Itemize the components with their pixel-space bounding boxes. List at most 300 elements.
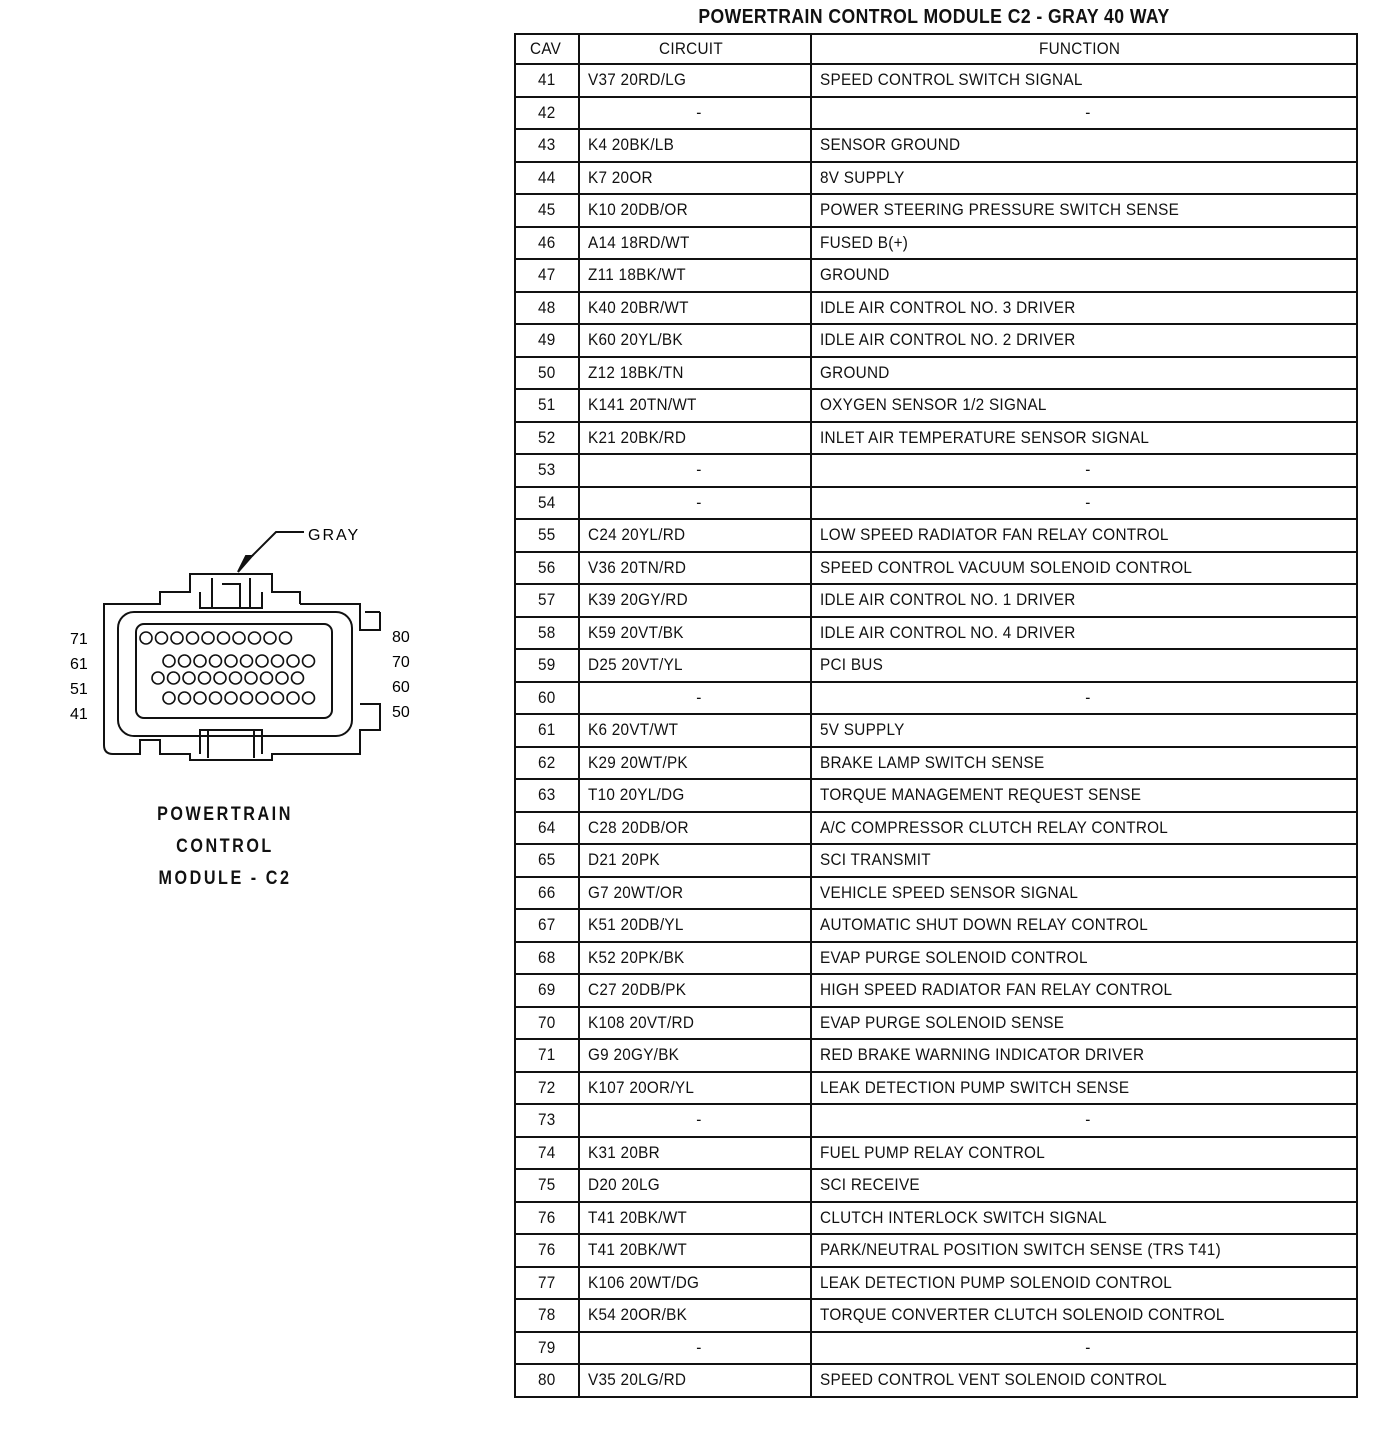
- pin-cavity: [303, 655, 315, 667]
- function-cell: [811, 389, 1357, 422]
- cav-cell: [515, 227, 579, 260]
- circuit-cell: [579, 682, 811, 715]
- pin-cavity: [287, 692, 299, 704]
- table-row: [515, 389, 1357, 422]
- circuit-cell: [579, 584, 811, 617]
- circuit-cell-text: Z12 18BK/TN: [588, 362, 684, 382]
- pin-cavity: [272, 692, 284, 704]
- function-cell-text: LOW SPEED RADIATOR FAN RELAY CONTROL: [820, 525, 1169, 545]
- circuit-cell-text: G7 20WT/OR: [588, 882, 684, 902]
- circuit-cell: [579, 1137, 811, 1170]
- table-row: [515, 1104, 1357, 1137]
- table-row: [515, 97, 1357, 130]
- cav-cell: [515, 552, 579, 585]
- circuit-cell: [579, 552, 811, 585]
- connector-caption-line-1: POWERTRAIN: [157, 804, 293, 825]
- circuit-cell: [579, 129, 811, 162]
- function-cell: [811, 64, 1357, 97]
- table-row: [515, 454, 1357, 487]
- pin-cavity: [179, 692, 191, 704]
- function-cell-text: LEAK DETECTION PUMP SWITCH SENSE: [820, 1077, 1130, 1097]
- circuit-cell: [579, 227, 811, 260]
- pin-cavity: [199, 672, 211, 684]
- function-cell-text: CLUTCH INTERLOCK SWITCH SIGNAL: [820, 1207, 1107, 1227]
- circuit-cell-text: K59 20VT/BK: [588, 622, 684, 642]
- pin-cavity: [272, 655, 284, 667]
- cav-cell: [515, 844, 579, 877]
- circuit-cell: [579, 877, 811, 910]
- pin-cavity: [256, 655, 268, 667]
- function-cell: [811, 1364, 1357, 1397]
- function-cell-text: RED BRAKE WARNING INDICATOR DRIVER: [820, 1045, 1145, 1065]
- cav-cell: [515, 877, 579, 910]
- cav-cell-text: 53: [538, 460, 556, 480]
- function-cell: [811, 877, 1357, 910]
- cav-cell-text: 76: [538, 1240, 556, 1260]
- cav-cell: [515, 324, 579, 357]
- cav-cell-text: 43: [538, 135, 556, 155]
- function-cell-text: SPEED CONTROL VENT SOLENOID CONTROL: [820, 1370, 1167, 1390]
- cav-cell-text: 72: [538, 1077, 556, 1097]
- circuit-cell-text: V35 20LG/RD: [588, 1370, 687, 1390]
- function-cell: [811, 1234, 1357, 1267]
- function-cell-text: FUEL PUMP RELAY CONTROL: [820, 1142, 1045, 1162]
- function-cell-text: PCI BUS: [820, 655, 884, 675]
- pinout-table: [514, 33, 1358, 1398]
- cav-cell-text: 52: [538, 427, 556, 447]
- table-row: [515, 1202, 1357, 1235]
- cav-cell: [515, 389, 579, 422]
- cav-cell-text: 41: [538, 70, 556, 90]
- function-cell-text: SCI RECEIVE: [820, 1175, 920, 1195]
- circuit-cell-text: K39 20GY/RD: [588, 590, 688, 610]
- function-cell: [811, 227, 1357, 260]
- table-row: [515, 617, 1357, 650]
- circuit-cell-text: K6 20VT/WT: [588, 720, 679, 740]
- function-cell: [811, 682, 1357, 715]
- table-row: [515, 1267, 1357, 1300]
- function-cell-text: SENSOR GROUND: [820, 135, 961, 155]
- circuit-cell: [579, 844, 811, 877]
- circuit-cell-text: -: [696, 687, 702, 707]
- cav-cell: [515, 64, 579, 97]
- cav-cell: [515, 259, 579, 292]
- circuit-cell-text: K108 20VT/RD: [588, 1012, 695, 1032]
- cav-cell: [515, 1007, 579, 1040]
- table-row: [515, 487, 1357, 520]
- function-cell-text: -: [1085, 687, 1091, 707]
- table-row: [515, 422, 1357, 455]
- function-cell-text: HIGH SPEED RADIATOR FAN RELAY CONTROL: [820, 980, 1173, 1000]
- circuit-cell-text: C28 20DB/OR: [588, 817, 689, 837]
- function-cell-text: 5V SUPPLY: [820, 720, 905, 740]
- cav-cell-text: 67: [538, 915, 556, 935]
- cav-cell-text: 45: [538, 200, 556, 220]
- function-cell: [811, 747, 1357, 780]
- function-cell-text: IDLE AIR CONTROL NO. 4 DRIVER: [820, 622, 1076, 642]
- cav-cell-text: 44: [538, 167, 556, 187]
- table-row: [515, 64, 1357, 97]
- function-cell-text: OXYGEN SENSOR 1/2 SIGNAL: [820, 395, 1047, 415]
- function-cell: [811, 1039, 1357, 1072]
- header-cav: [515, 34, 579, 64]
- cav-cell-text: 79: [538, 1337, 556, 1357]
- table-row: [515, 747, 1357, 780]
- circuit-cell-text: K31 20BR: [588, 1142, 660, 1162]
- cav-cell-text: 48: [538, 297, 556, 317]
- table-row: [515, 1169, 1357, 1202]
- cav-cell-text: 46: [538, 232, 556, 252]
- table-row: [515, 1007, 1357, 1040]
- cav-cell-text: 78: [538, 1305, 556, 1325]
- function-cell: [811, 844, 1357, 877]
- cav-cell: [515, 422, 579, 455]
- pin-cavity: [225, 692, 237, 704]
- circuit-cell-text: K141 20TN/WT: [588, 395, 697, 415]
- table-title: POWERTRAIN CONTROL MODULE C2 - GRAY 40 WAY: [698, 6, 1170, 28]
- circuit-cell-text: K7 20OR: [588, 167, 653, 187]
- function-cell: [811, 1267, 1357, 1300]
- cav-cell-text: 56: [538, 557, 556, 577]
- circuit-cell-text: K54 20OR/BK: [588, 1305, 688, 1325]
- pin-cavity: [168, 672, 180, 684]
- circuit-cell-text: -: [696, 460, 702, 480]
- circuit-cell: [579, 1039, 811, 1072]
- function-cell: [811, 129, 1357, 162]
- pin-cavity: [194, 692, 206, 704]
- circuit-cell: [579, 812, 811, 845]
- table-row: [515, 357, 1357, 390]
- table-row: [515, 227, 1357, 260]
- circuit-cell-text: K21 20BK/RD: [588, 427, 687, 447]
- circuit-cell-text: K107 20OR/YL: [588, 1077, 695, 1097]
- cav-cell-text: 74: [538, 1142, 556, 1162]
- pin-cavity: [218, 632, 230, 644]
- circuit-cell-text: -: [696, 102, 702, 122]
- pin-cavity: [241, 655, 253, 667]
- circuit-cell-text: V36 20TN/RD: [588, 557, 687, 577]
- pin-cavity: [202, 632, 214, 644]
- function-cell-text: SPEED CONTROL VACUUM SOLENOID CONTROL: [820, 557, 1193, 577]
- cav-cell-text: 54: [538, 492, 556, 512]
- table-row: [515, 324, 1357, 357]
- cav-cell: [515, 1299, 579, 1332]
- table-row: [515, 974, 1357, 1007]
- function-cell: [811, 974, 1357, 1007]
- pin-cavity: [276, 672, 288, 684]
- cav-cell-text: 50: [538, 362, 556, 382]
- table-row: [515, 779, 1357, 812]
- function-cell-text: BRAKE LAMP SWITCH SENSE: [820, 752, 1045, 772]
- circuit-cell: [579, 357, 811, 390]
- pin-label-41: 41: [70, 706, 88, 723]
- pin-label-71: 71: [70, 631, 88, 648]
- pin-cavity: [179, 655, 191, 667]
- pin-cavity: [256, 692, 268, 704]
- cav-cell-text: 57: [538, 590, 556, 610]
- function-cell-text: LEAK DETECTION PUMP SOLENOID CONTROL: [820, 1272, 1173, 1292]
- function-cell: [811, 487, 1357, 520]
- cav-cell: [515, 1072, 579, 1105]
- cav-cell-text: 61: [538, 720, 556, 740]
- function-cell-text: AUTOMATIC SHUT DOWN RELAY CONTROL: [820, 915, 1148, 935]
- right-pin-labels: [392, 629, 410, 721]
- circuit-cell: [579, 324, 811, 357]
- table-row: [515, 844, 1357, 877]
- function-cell-text: TORQUE MANAGEMENT REQUEST SENSE: [820, 785, 1142, 805]
- function-cell-text: EVAP PURGE SOLENOID CONTROL: [820, 947, 1088, 967]
- function-cell: [811, 259, 1357, 292]
- circuit-cell: [579, 747, 811, 780]
- cav-cell-text: 76: [538, 1207, 556, 1227]
- circuit-cell-text: K4 20BK/LB: [588, 135, 675, 155]
- function-cell: [811, 292, 1357, 325]
- pin-cavity: [249, 632, 261, 644]
- cav-cell: [515, 714, 579, 747]
- connector-housing-outline: [104, 604, 150, 754]
- circuit-cell: [579, 519, 811, 552]
- cav-cell: [515, 519, 579, 552]
- cav-cell: [515, 162, 579, 195]
- circuit-cell: [579, 422, 811, 455]
- function-cell: [811, 97, 1357, 130]
- table-row: [515, 1072, 1357, 1105]
- cav-cell: [515, 129, 579, 162]
- circuit-cell-text: D21 20PK: [588, 850, 660, 870]
- connector-caption-line-2: CONTROL: [176, 836, 274, 857]
- table-row: [515, 909, 1357, 942]
- circuit-cell: [579, 1104, 811, 1137]
- circuit-cell-text: K40 20BR/WT: [588, 297, 689, 317]
- pin-label-50: 50: [392, 704, 410, 721]
- pin-label-80: 80: [392, 629, 410, 646]
- cav-cell: [515, 1364, 579, 1397]
- pin-label-51: 51: [70, 681, 88, 698]
- function-cell: [811, 812, 1357, 845]
- circuit-cell: [579, 779, 811, 812]
- function-cell-text: -: [1085, 1110, 1091, 1130]
- function-cell-text: TORQUE CONVERTER CLUTCH SOLENOID CONTROL: [820, 1305, 1225, 1325]
- pin-cavity: [210, 655, 222, 667]
- table-row: [515, 682, 1357, 715]
- header-function-text: FUNCTION: [1038, 39, 1121, 58]
- function-cell: [811, 324, 1357, 357]
- function-cell: [811, 779, 1357, 812]
- cav-cell: [515, 942, 579, 975]
- circuit-cell-text: G9 20GY/BK: [588, 1045, 680, 1065]
- cav-cell-text: 59: [538, 655, 556, 675]
- cav-cell: [515, 682, 579, 715]
- function-cell: [811, 194, 1357, 227]
- bottom-latch: [150, 740, 310, 760]
- cav-cell-text: 77: [538, 1272, 556, 1292]
- circuit-cell: [579, 1202, 811, 1235]
- function-cell-text: GROUND: [820, 362, 890, 382]
- function-cell: [811, 1202, 1357, 1235]
- cav-cell: [515, 812, 579, 845]
- pin-cavity: [230, 672, 242, 684]
- cav-cell-text: 75: [538, 1175, 556, 1195]
- circuit-cell: [579, 1267, 811, 1300]
- cav-cell-text: 47: [538, 265, 556, 285]
- cav-cell: [515, 97, 579, 130]
- function-cell: [811, 552, 1357, 585]
- function-cell: [811, 584, 1357, 617]
- circuit-cell: [579, 454, 811, 487]
- function-cell: [811, 714, 1357, 747]
- circuit-cell-text: K106 20WT/DG: [588, 1272, 700, 1292]
- circuit-cell: [579, 259, 811, 292]
- pin-cavity: [245, 672, 257, 684]
- table-row: [515, 649, 1357, 682]
- circuit-cell: [579, 194, 811, 227]
- pin-cavity: [287, 655, 299, 667]
- circuit-cell-text: C24 20YL/RD: [588, 525, 686, 545]
- pin-cavity: [163, 692, 175, 704]
- table-row: [515, 812, 1357, 845]
- function-cell-text: IDLE AIR CONTROL NO. 1 DRIVER: [820, 590, 1076, 610]
- function-cell-text: EVAP PURGE SOLENOID SENSE: [820, 1012, 1065, 1032]
- table-row: [515, 552, 1357, 585]
- top-latch: [150, 574, 300, 604]
- header-circuit: [579, 34, 811, 64]
- pin-label-70: 70: [392, 654, 410, 671]
- cav-cell: [515, 909, 579, 942]
- pin-cavity: [261, 672, 273, 684]
- table-row: [515, 162, 1357, 195]
- circuit-cell: [579, 64, 811, 97]
- circuit-cell: [579, 909, 811, 942]
- cav-cell: [515, 1202, 579, 1235]
- function-cell-text: FUSED B(+): [820, 232, 909, 252]
- cav-cell: [515, 357, 579, 390]
- pin-cavity: [194, 655, 206, 667]
- circuit-cell-text: K51 20DB/YL: [588, 915, 684, 935]
- cav-cell: [515, 747, 579, 780]
- cav-cell: [515, 1137, 579, 1170]
- header-circuit-text: CIRCUIT: [659, 39, 724, 58]
- circuit-cell: [579, 292, 811, 325]
- circuit-cell: [579, 617, 811, 650]
- header-function: [811, 34, 1357, 64]
- cav-cell-text: 64: [538, 817, 556, 837]
- gray-pointer-arrow: [238, 532, 304, 572]
- circuit-cell-text: -: [696, 1337, 702, 1357]
- circuit-cell: [579, 714, 811, 747]
- circuit-cell-text: T41 20BK/WT: [588, 1240, 688, 1260]
- pin-label-61: 61: [70, 656, 88, 673]
- cav-cell-text: 73: [538, 1110, 556, 1130]
- circuit-cell: [579, 942, 811, 975]
- circuit-cell-text: C27 20DB/PK: [588, 980, 687, 1000]
- pin-cavity: [292, 672, 304, 684]
- connector-diagram: [0, 0, 480, 800]
- circuit-cell: [579, 1299, 811, 1332]
- cav-cell: [515, 1234, 579, 1267]
- table-row: [515, 1137, 1357, 1170]
- cav-cell-text: 60: [538, 687, 556, 707]
- pin-cavity: [140, 632, 152, 644]
- circuit-cell-text: D25 20VT/YL: [588, 655, 683, 675]
- function-cell-text: IDLE AIR CONTROL NO. 2 DRIVER: [820, 330, 1076, 350]
- function-cell-text: VEHICLE SPEED SENSOR SIGNAL: [820, 882, 1079, 902]
- function-cell: [811, 519, 1357, 552]
- table-row: [515, 1299, 1357, 1332]
- function-cell: [811, 617, 1357, 650]
- cav-cell-text: 63: [538, 785, 556, 805]
- table-row: [515, 1332, 1357, 1365]
- cav-cell: [515, 779, 579, 812]
- function-cell-text: -: [1085, 102, 1091, 122]
- cav-cell-text: 62: [538, 752, 556, 772]
- pin-cavity: [152, 672, 164, 684]
- pin-cavity: [303, 692, 315, 704]
- circuit-cell: [579, 97, 811, 130]
- function-cell: [811, 942, 1357, 975]
- function-cell: [811, 1169, 1357, 1202]
- pin-cavity: [156, 632, 168, 644]
- circuit-cell-text: -: [696, 1110, 702, 1130]
- table-row: [515, 1234, 1357, 1267]
- function-cell-text: GROUND: [820, 265, 890, 285]
- left-pin-labels: [70, 631, 88, 723]
- pin-cavity: [210, 692, 222, 704]
- function-cell: [811, 909, 1357, 942]
- circuit-cell-text: T10 20YL/DG: [588, 785, 685, 805]
- cav-cell-text: 58: [538, 622, 556, 642]
- circuit-cell: [579, 1234, 811, 1267]
- pin-cavity: [187, 632, 199, 644]
- pin-cavity: [214, 672, 226, 684]
- circuit-cell-text: K60 20YL/BK: [588, 330, 683, 350]
- table-row: [515, 129, 1357, 162]
- function-cell: [811, 649, 1357, 682]
- table-header-row: [515, 34, 1357, 64]
- pin-cavity: [280, 632, 292, 644]
- cav-cell: [515, 1267, 579, 1300]
- circuit-cell-text: K52 20PK/BK: [588, 947, 685, 967]
- function-cell: [811, 1137, 1357, 1170]
- circuit-cell-text: D20 20LG: [588, 1175, 660, 1195]
- circuit-cell: [579, 1072, 811, 1105]
- circuit-cell-text: K29 20WT/PK: [588, 752, 688, 772]
- cav-cell-text: 68: [538, 947, 556, 967]
- cav-cell-text: 66: [538, 882, 556, 902]
- function-cell: [811, 162, 1357, 195]
- cav-cell: [515, 974, 579, 1007]
- function-cell-text: -: [1085, 460, 1091, 480]
- function-cell: [811, 1104, 1357, 1137]
- cav-cell: [515, 649, 579, 682]
- pin-cavity: [225, 655, 237, 667]
- header-cav-text: CAV: [529, 39, 561, 58]
- table-row: [515, 942, 1357, 975]
- cav-cell-text: 49: [538, 330, 556, 350]
- circuit-cell: [579, 1007, 811, 1040]
- cav-cell: [515, 292, 579, 325]
- cav-cell: [515, 1039, 579, 1072]
- connector-caption-line-3: MODULE - C2: [158, 868, 292, 889]
- table-row: [515, 259, 1357, 292]
- circuit-cell-text: T41 20BK/WT: [588, 1207, 688, 1227]
- table-row: [515, 292, 1357, 325]
- table-row: [515, 519, 1357, 552]
- cav-cell-text: 71: [538, 1045, 556, 1065]
- cav-cell-text: 65: [538, 850, 556, 870]
- pin-grid: [140, 632, 315, 704]
- circuit-cell: [579, 487, 811, 520]
- function-cell-text: SCI TRANSMIT: [820, 850, 931, 870]
